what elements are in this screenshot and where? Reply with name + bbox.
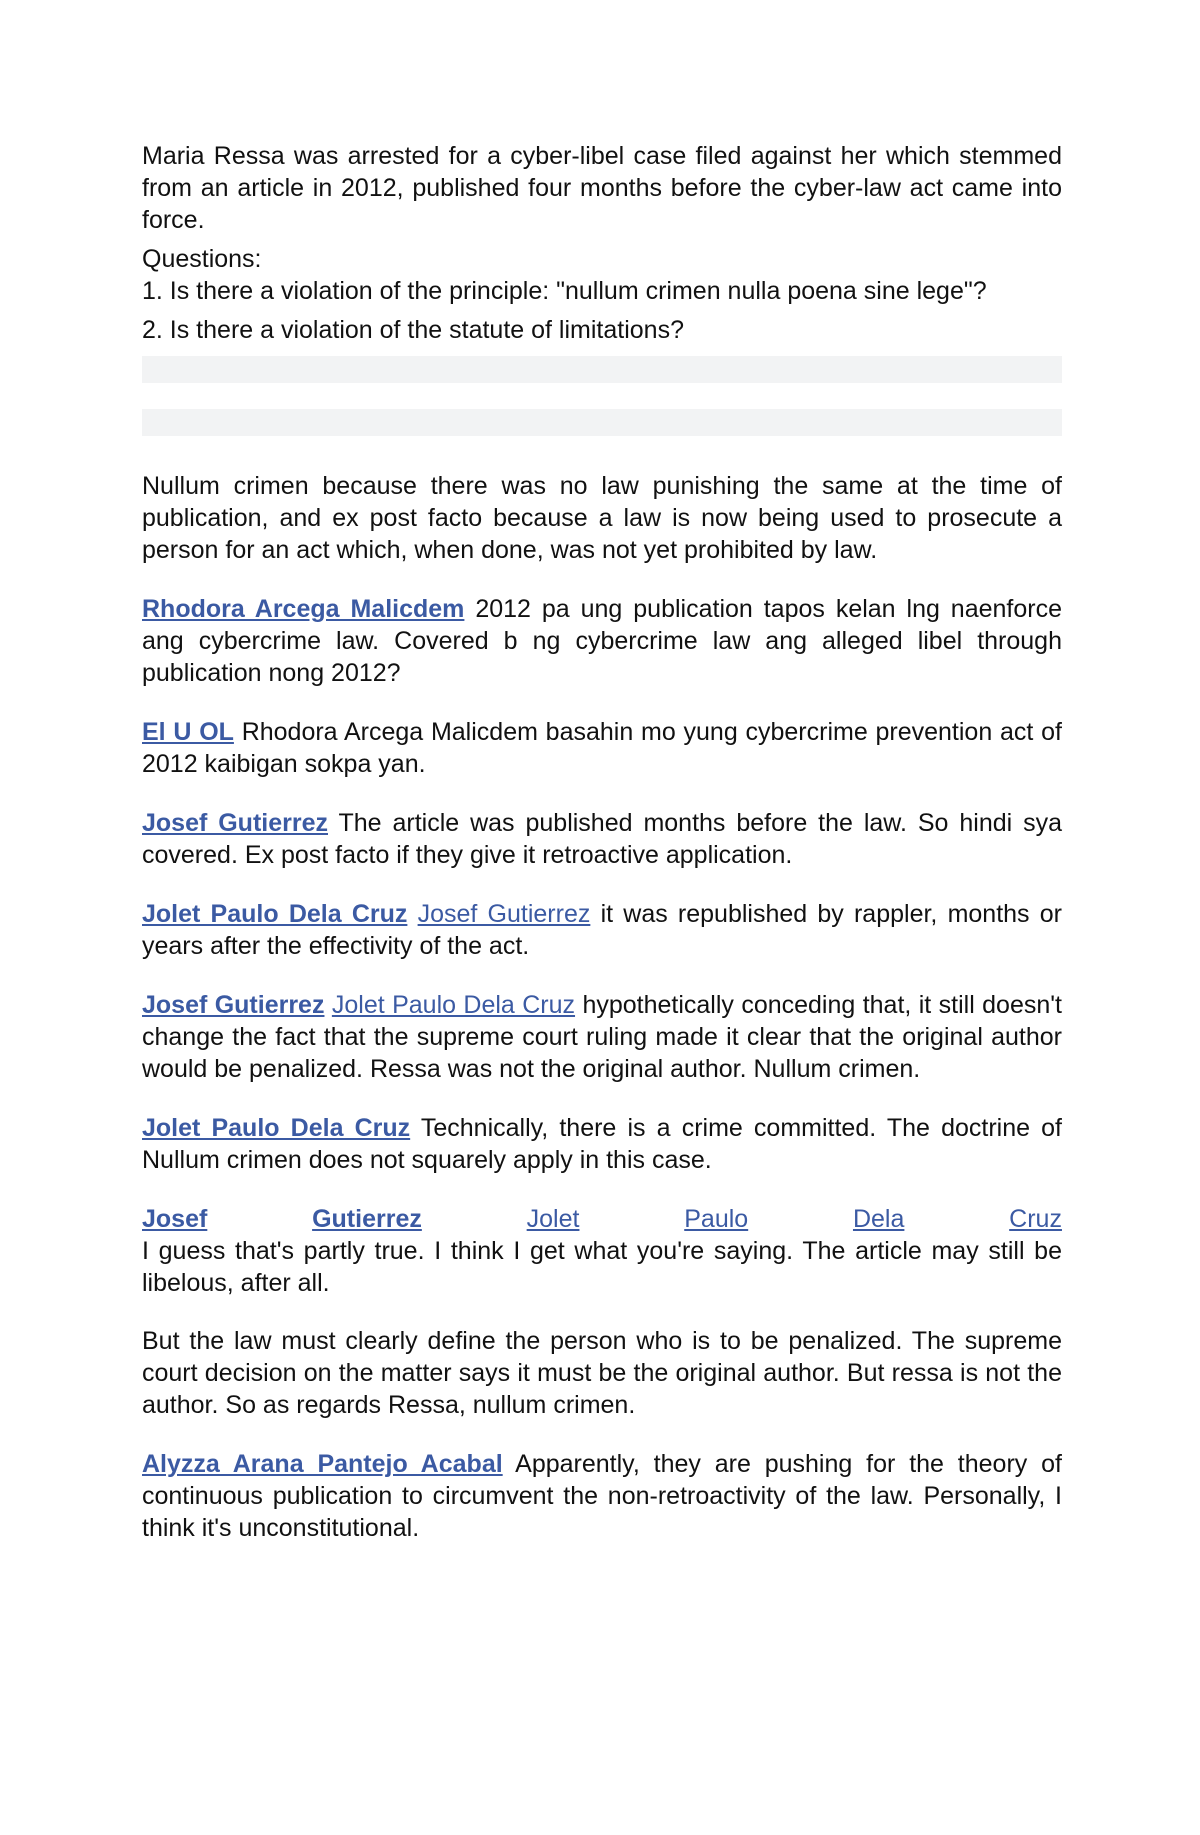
redacted-bar-1 <box>142 356 1062 383</box>
comment-6 <box>142 1112 1062 1176</box>
comment-1-author-link[interactable]: Rhodora Arcega Malicdem <box>142 595 465 623</box>
questions-label: Questions: <box>142 245 262 273</box>
comment-7 <box>142 1203 1062 1299</box>
comment-7-mention-word-2[interactable]: Paulo <box>684 1205 749 1233</box>
comment-5-text: hypothetically conceding that, it still doesn't change the fact that the supreme court ruling made it clear that the original author would be penalized. Ressa was not the original author. Nullum crimen. <box>142 991 1062 1083</box>
comment-5-author-link[interactable]: Josef Gutierrez <box>142 991 325 1019</box>
answer-paragraph: Nullum crimen because there was no law punishing the same at the time of publication, and ex post facto because a law is now being used to prosecute a person for an act which, when done, was not yet prohibited by law. <box>142 472 1062 564</box>
comment-9-author-link[interactable]: Alyzza Arana Pantejo Acabal <box>142 1450 503 1478</box>
comment-2 <box>142 716 1062 780</box>
comment-8: But the law must clearly define the person who is to be penalized. The supreme court decision on the matter says it must be the original author. But ressa is not the author. So as regards Ressa, nullum crimen. <box>142 1327 1062 1419</box>
comment-9-text: Apparently, they are pushing for the theory of continuous publication to circumvent the non-retroactivity of the law. Personally, I think it's unconstitutional. <box>142 1450 1062 1542</box>
comment-4-text: it was republished by rappler, months or years after the effectivity of the act. <box>142 900 1062 960</box>
comment-4-mention-link[interactable]: Josef Gutierrez <box>417 900 591 928</box>
comment-4-author-link[interactable]: Jolet Paulo Dela Cruz <box>142 900 408 928</box>
comment-7-author-last[interactable]: Gutierrez <box>312 1205 422 1233</box>
comment-2-text: Rhodora Arcega Malicdem basahin mo yung cybercrime prevention act of 2012 kaibigan sokpa yan. <box>142 718 1062 778</box>
document-body <box>142 140 1062 1571</box>
comment-7-mention-word-4[interactable]: Cruz <box>1009 1205 1062 1233</box>
redacted-bar-2 <box>142 409 1062 436</box>
comment-3-author-link[interactable]: Josef Gutierrez <box>142 809 328 837</box>
comment-5-mention-link[interactable]: Jolet Paulo Dela Cruz <box>331 991 576 1019</box>
comment-1 <box>142 593 1062 689</box>
comment-2-author-link[interactable]: El U OL <box>142 718 234 746</box>
comment-3-text: The article was published months before the law. So hindi sya covered. Ex post facto if they give it retroactive application. <box>142 809 1063 869</box>
comment-7-author-first[interactable]: Josef <box>142 1205 208 1233</box>
comment-5 <box>142 989 1062 1085</box>
comment-4 <box>142 898 1062 962</box>
comment-7-text: I guess that's partly true. I think I get what you're saying. The article may still be libelous, after all. <box>142 1237 1062 1297</box>
comment-3 <box>142 807 1062 871</box>
comment-6-author-link[interactable]: Jolet Paulo Dela Cruz <box>142 1114 411 1142</box>
comment-6-text: Technically, there is a crime committed. The doctrine of Nullum crimen does not squarely apply in this case. <box>142 1114 1062 1174</box>
comment-7-mention-word-1[interactable]: Jolet <box>526 1205 580 1233</box>
intro-paragraph: Maria Ressa was arrested for a cyber-libel case filed against her which stemmed from an article in 2012, published four months before the cyber-law act came into force. <box>142 142 1062 234</box>
comment-7-header-line <box>142 1203 1062 1235</box>
comment-7-mention-word-3[interactable]: Dela <box>852 1205 905 1233</box>
comment-9 <box>142 1448 1062 1544</box>
question-1: 1. Is there a violation of the principle: "nullum crimen nulla poena sine lege"? <box>142 277 987 305</box>
comment-1-text: 2012 pa ung publication tapos kelan lng naenforce ang cybercrime law. Covered b ng cybercrime law ang alleged libel through publication nong 2012? <box>142 595 1062 687</box>
question-2: 2. Is there a violation of the statute of limitations? <box>142 316 684 344</box>
